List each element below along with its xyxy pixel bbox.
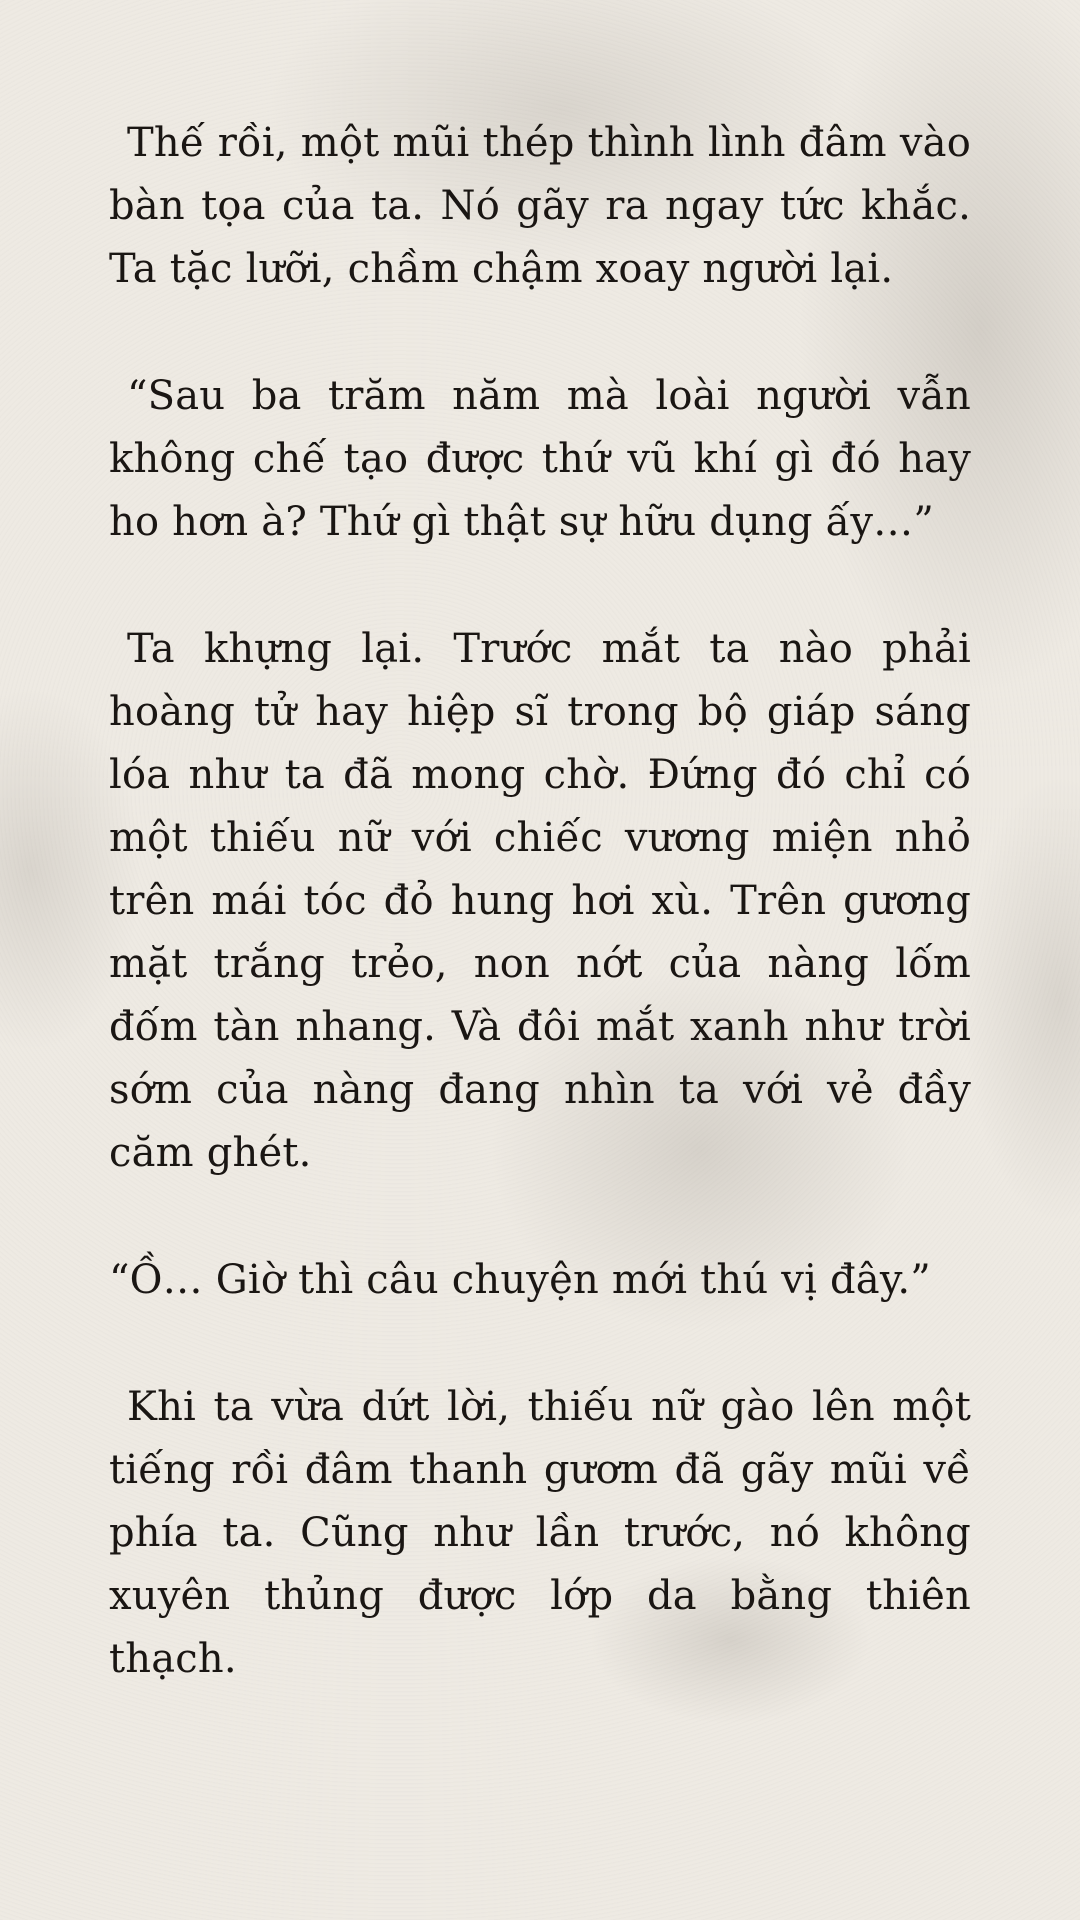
paragraph-4: “Ồ… Giờ thì câu chuyện mới thú vị đây.” — [109, 1257, 931, 1303]
paragraph-1: Thế rồi, một mũi thép thình lình đâm vào bàn tọa của ta. Nó gãy ra ngay tức khắc. Ta tặc lưỡi, chầm chậm xoay người lại. — [109, 120, 971, 292]
paragraph-5: Khi ta vừa dứt lời, thiếu nữ gào lên một tiếng rồi đâm thanh gươm đã gãy mũi về phía ta. Cũng như lần trước, nó không xuyên thủng được lớp da bằng thiên thạch. — [109, 1384, 971, 1682]
paragraph-2: “Sau ba trăm năm mà loài người vẫn không chế tạo được thứ vũ khí gì đó hay ho hơn à? Thứ gì thật sự hữu dụng ấy…” — [109, 373, 971, 545]
story-text — [109, 112, 971, 1691]
paragraph-3: Ta khựng lại. Trước mắt ta nào phải hoàng tử hay hiệp sĩ trong bộ giáp sáng lóa như ta đã mong chờ. Đứng đó chỉ có một thiếu nữ với chiếc vương miện nhỏ trên mái tóc đỏ hung hơi xù. Trên gương mặt trắng trẻo, non nớt của nàng lốm đốm tàn nhang. Và đôi mắt xanh như trời sớm của nàng đang nhìn ta với vẻ đầy căm ghét. — [109, 626, 971, 1176]
